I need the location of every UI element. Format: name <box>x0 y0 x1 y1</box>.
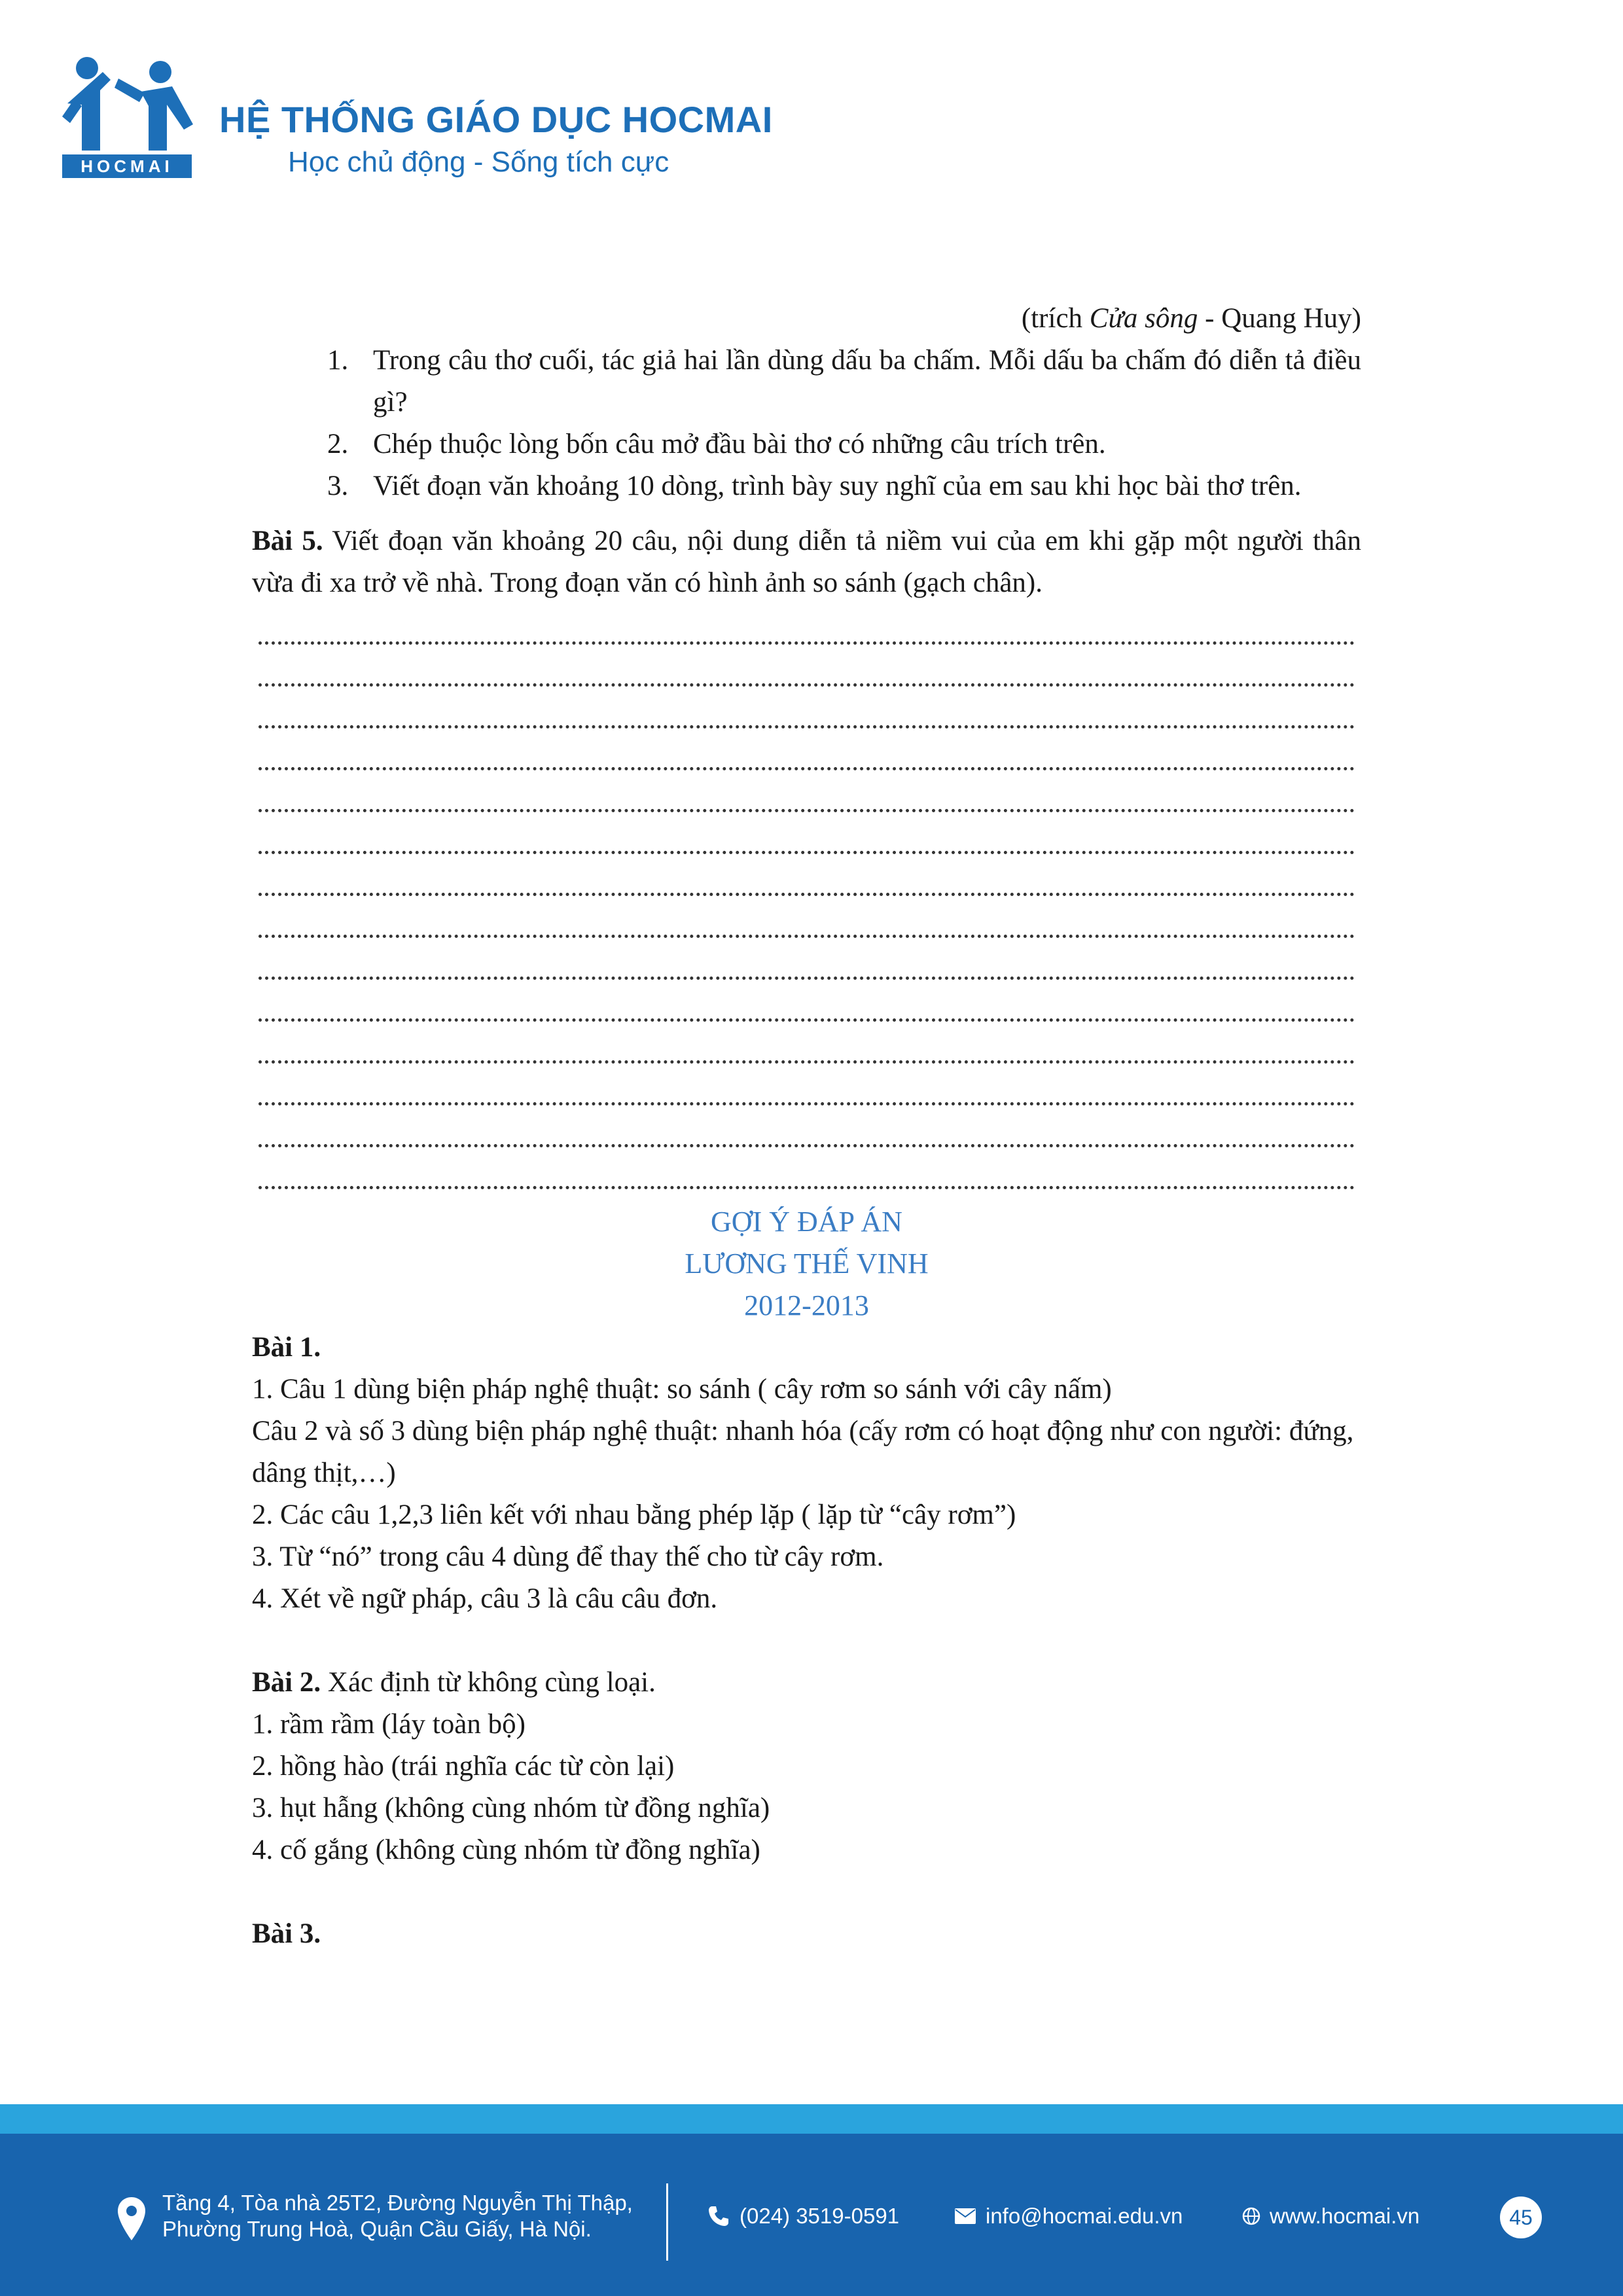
answer-line: 2. hồng hào (trái nghĩa các từ còn lại) <box>252 1751 675 1782</box>
exercise-5 <box>252 520 1361 604</box>
mail-icon <box>954 2208 976 2225</box>
question-text: Trong câu thơ cuối, tác giả hai lần dùng dấu ba chấm. Mỗi dấu ba chấm đó diễn tả điều gì? <box>373 345 1361 418</box>
answer-line: 3. Từ “nó” trong câu 4 dùng để thay thế cho từ cây rơm. <box>252 1541 884 1572</box>
question-item <box>252 340 1361 423</box>
dotted-answer-line <box>252 988 1361 1030</box>
answer-2-label: Bài 2. <box>252 1667 321 1698</box>
question-text: Chép thuộc lòng bốn câu mở đầu bài thơ có những câu trích trên. <box>373 429 1106 459</box>
document-body <box>252 298 1361 1955</box>
phone-number: (024) 3519-0591 <box>740 2204 900 2228</box>
answer-line: 3. hụt hẫng (không cùng nhóm từ đồng nghĩa) <box>252 1793 770 1823</box>
dotted-answer-line <box>252 1113 1361 1155</box>
question-number: 2. <box>327 429 349 459</box>
dotted-answer-line <box>252 820 1361 862</box>
answer-line: 4. cố gắng (không cùng nhóm từ đồng nghĩa) <box>252 1835 760 1865</box>
footer-website[interactable] <box>1242 2204 1419 2229</box>
footer-email[interactable] <box>954 2204 1183 2229</box>
dotted-answer-line <box>252 904 1361 946</box>
answer-year: 2012-2013 <box>744 1289 869 1321</box>
question-text: Viết đoạn văn khoảng 10 dòng, trình bày suy nghĩ của em sau khi học bài thơ trên. <box>373 471 1302 501</box>
email-address: info@hocmai.edu.vn <box>986 2204 1183 2228</box>
brand-block <box>219 98 773 179</box>
answer-line: 1. rầm rầm (láy toàn bộ) <box>252 1709 526 1740</box>
footer-address <box>162 2190 633 2242</box>
hocmai-logo <box>62 52 196 180</box>
poem-source <box>252 298 1361 340</box>
footer-divider <box>666 2183 668 2261</box>
answer-title: GỢI Ý ĐÁP ÁN <box>711 1206 902 1238</box>
answer-bai-3 <box>252 1913 1361 1955</box>
address-line-2: Phường Trung Hoà, Quận Cầu Giấy, Hà Nội. <box>162 2217 592 2241</box>
dotted-answer-line <box>252 1030 1361 1071</box>
page-header <box>62 52 847 183</box>
answer-lines <box>252 611 1361 1197</box>
dotted-answer-line <box>252 736 1361 778</box>
question-number: 3. <box>327 471 349 501</box>
dotted-answer-line <box>252 778 1361 820</box>
address-line-1: Tầng 4, Tòa nhà 25T2, Đường Nguyễn Thị Thập, <box>162 2191 633 2215</box>
answer-line: 2. Các câu 1,2,3 liên kết với nhau bằng phép lặp ( lặp từ “cây rơm”) <box>252 1499 1016 1530</box>
dotted-answer-line <box>252 694 1361 736</box>
page-number: 45 <box>1500 2197 1542 2238</box>
footer-stripe <box>0 2104 1623 2134</box>
footer-phone[interactable] <box>707 2204 899 2229</box>
answer-line: Câu 2 và số 3 dùng biện pháp nghệ thuật: nhanh hóa (cấy rơm có hoạt động như con người: đứng, dâng thịt,…) <box>252 1416 1354 1488</box>
source-prefix: (trích <box>1021 303 1090 334</box>
question-item <box>252 465 1361 507</box>
website-url: www.hocmai.vn <box>1270 2204 1420 2228</box>
answer-bai-1 <box>252 1327 1361 1620</box>
question-item <box>252 423 1361 465</box>
brand-subtitle: Học chủ động - Sống tích cực <box>288 146 669 178</box>
dotted-answer-line <box>252 653 1361 694</box>
logo-text: HOCMAI <box>80 156 173 176</box>
dotted-answer-line <box>252 1155 1361 1197</box>
phone-icon <box>707 2204 730 2228</box>
globe-icon <box>1242 2207 1260 2225</box>
hocmai-logo-icon <box>62 52 196 180</box>
dotted-answer-line <box>252 862 1361 904</box>
answer-bai-2 <box>252 1662 1361 1871</box>
brand-title: HỆ THỐNG GIÁO DỤC HOCMAI <box>219 99 773 140</box>
answer-heading <box>252 1201 1361 1327</box>
answer-school: LƯƠNG THẾ VINH <box>685 1247 929 1280</box>
location-pin-icon <box>116 2196 147 2242</box>
exercise-5-label: Bài 5. <box>252 526 323 556</box>
question-number: 1. <box>327 345 349 376</box>
dotted-answer-line <box>252 611 1361 653</box>
answer-1-label: Bài 1. <box>252 1332 321 1363</box>
page-footer <box>0 2134 1623 2296</box>
source-work: Cửa sông <box>1089 303 1198 334</box>
dotted-answer-line <box>252 946 1361 988</box>
exercise-5-text: Viết đoạn văn khoảng 20 câu, nội dung diễn tả niềm vui của em khi gặp một người thân vừa đi xa trở về nhà. Trong đoạn văn có hình ảnh so sánh (gạch chân). <box>252 526 1361 598</box>
source-suffix: - Quang Huy) <box>1198 303 1361 334</box>
question-list <box>252 340 1361 507</box>
answer-line: 4. Xét về ngữ pháp, câu 3 là câu câu đơn. <box>252 1583 718 1614</box>
answer-3-label: Bài 3. <box>252 1918 321 1949</box>
dotted-answer-line <box>252 1071 1361 1113</box>
answer-2-intro: Xác định từ không cùng loại. <box>321 1667 656 1698</box>
answer-line: 1. Câu 1 dùng biện pháp nghệ thuật: so sánh ( cây rơm so sánh với cây nấm) <box>252 1374 1112 1405</box>
